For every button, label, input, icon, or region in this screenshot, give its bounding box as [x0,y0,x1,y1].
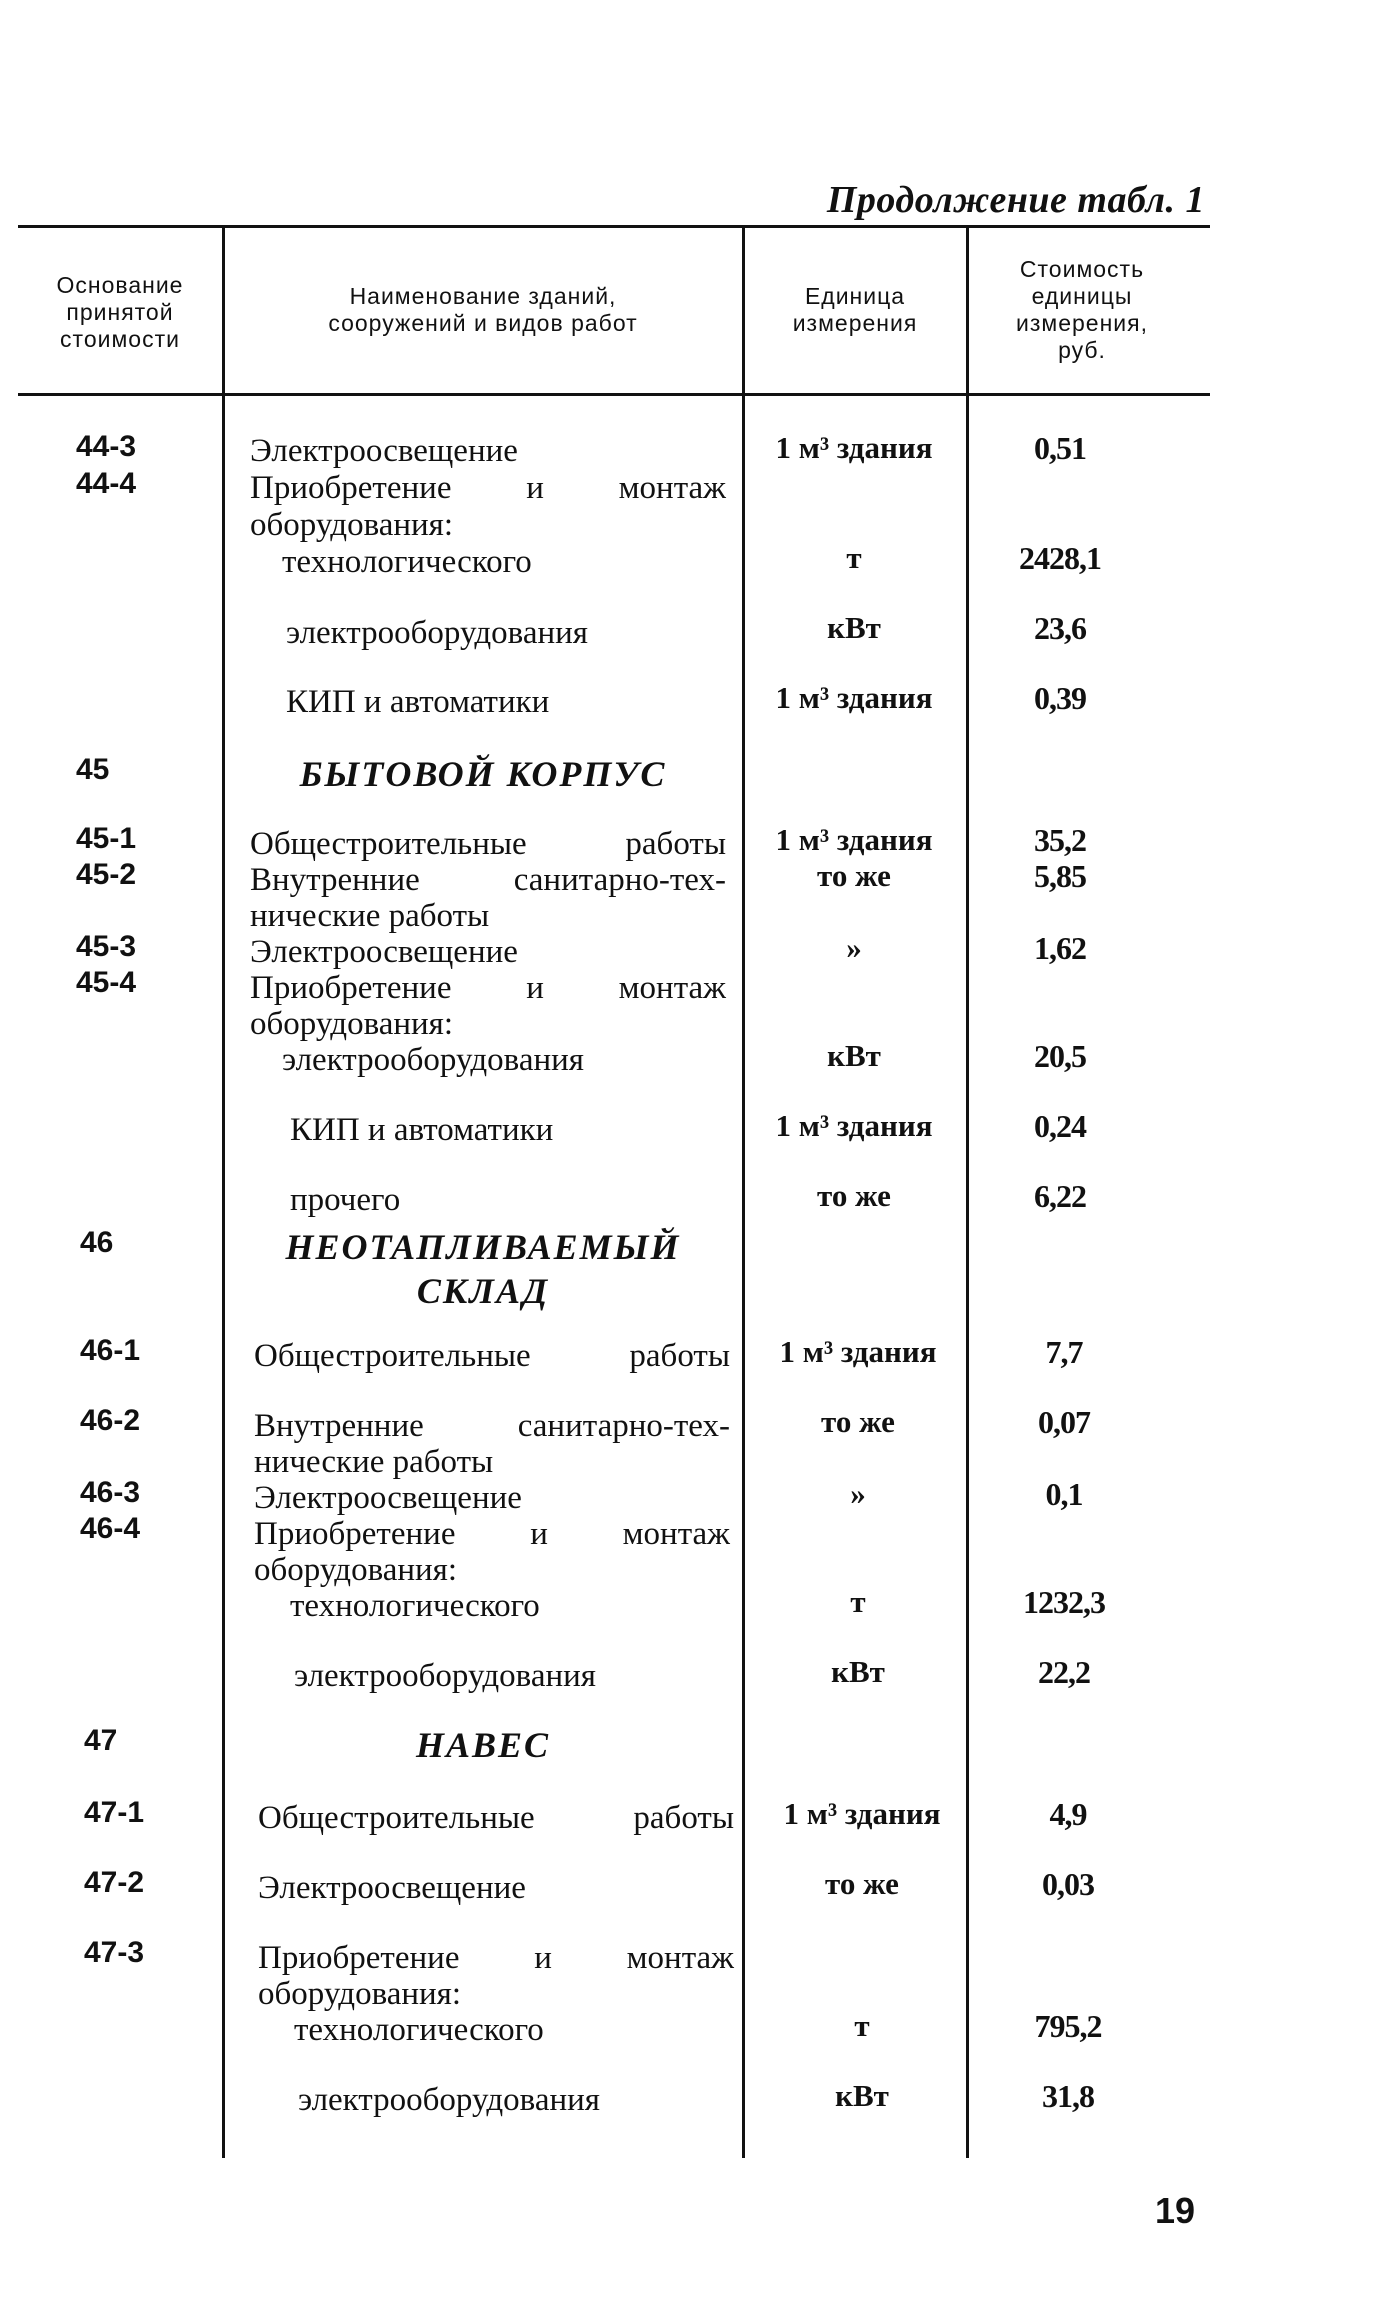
column-divider-1 [222,228,225,2158]
header-cost: Стоимость единицы измерения, руб. [1016,256,1148,363]
row-unit: кВт [827,610,881,645]
row-name: Приобретение и монтаж [254,1516,730,1552]
row-cost: 0,03 [1042,1866,1094,1902]
row-cost: 0,1 [1045,1476,1083,1512]
row-name: Электроосвещение [250,433,518,469]
row-unit: 1 м³ здания [775,680,933,715]
row-unit: » [850,1476,866,1511]
row-name: электрооборудования [282,1042,584,1078]
row-code: 47-2 [84,1866,145,1899]
row-cost: 23,6 [1034,610,1086,646]
row-code: 45-3 [76,930,137,963]
row-name: Приобретение и монтаж [250,970,726,1006]
row-unit: 1 м³ здания [775,430,933,465]
row-cost: 22,2 [1038,1654,1090,1690]
row-name: КИП и автоматики [286,684,550,720]
row-name-cont: оборудования: [258,1976,462,2012]
row-name: Электроосвещение [258,1870,526,1906]
row-unit: 1 м³ здания [779,1334,937,1369]
row-cost: 0,24 [1034,1108,1086,1144]
row-name: технологического [282,544,532,580]
row-unit: » [846,930,862,965]
row-name: Общестроительные работы [250,826,726,862]
row-code: 46-1 [80,1334,141,1367]
header-unit: Единица измерения [792,283,918,336]
row-name: Электроосвещение [254,1480,522,1516]
row-name-cont: нические работы [250,898,490,934]
row-cost: 20,5 [1034,1038,1086,1074]
row-unit: 1 м³ здания [775,1108,933,1143]
row-cost: 4,9 [1049,1796,1087,1832]
row-code: 45-1 [76,822,137,855]
row-code: 46-3 [80,1476,141,1509]
row-name: Внутренние санитарно-тех- [254,1408,730,1444]
row-cost: 2428,1 [1019,540,1101,576]
row-unit: кВт [827,1038,881,1073]
row-name: Общестроительные работы [258,1800,734,1836]
row-name: прочего [290,1182,401,1218]
row-name: Общестроительные работы [254,1338,730,1374]
row-cost: 5,85 [1034,858,1086,894]
section-code: 47 [84,1724,118,1757]
row-unit: то же [825,1866,899,1901]
row-code: 47-3 [84,1936,145,1969]
section-code: 45 [76,753,110,786]
row-name: технологического [294,2012,544,2048]
row-code: 45-2 [76,858,137,891]
header-name: Наименование зданий, сооружений и видов работ [328,283,638,336]
row-unit: то же [817,858,891,893]
section-title: БЫТОВОЙ КОРПУС [299,754,667,794]
row-unit: 1 м³ здания [783,1796,941,1831]
row-name-cont: нические работы [254,1444,494,1480]
row-code: 44-3 [76,430,137,463]
row-unit: кВт [831,1654,885,1689]
row-cost: 7,7 [1045,1334,1083,1370]
row-unit: т [850,1584,866,1619]
row-code: 47-1 [84,1796,145,1829]
row-cost: 6,22 [1034,1178,1086,1214]
row-cost: 1232,3 [1023,1584,1105,1620]
row-code: 46-4 [80,1512,141,1545]
header-bottom-rule [18,393,1210,396]
row-name-cont: оборудования: [250,1006,454,1042]
row-code: 46-2 [80,1404,141,1437]
page-number: 19 [1154,2190,1195,2231]
section-title: НАВЕС [415,1725,551,1765]
row-cost: 0,07 [1038,1404,1090,1440]
row-unit: 1 м³ здания [775,822,933,857]
row-name: Приобретение и монтаж [250,470,726,506]
table-top-rule [18,225,1210,228]
row-unit: кВт [835,2078,889,2113]
section-title-cont: СКЛАД [416,1271,550,1311]
row-unit: т [846,540,862,575]
row-code: 45-4 [76,966,137,999]
row-name: Электроосвещение [250,934,518,970]
section-code: 46 [80,1226,114,1259]
row-name: электрооборудования [286,615,588,651]
row-name: Внутренние санитарно-тех- [250,862,726,898]
row-unit: то же [821,1404,895,1439]
section-title: НЕОТАПЛИВАЕМЫЙ [285,1227,681,1267]
row-name: электрооборудования [294,1658,596,1694]
row-name-cont: оборудования: [254,1552,458,1588]
row-name: технологического [290,1588,540,1624]
table-caption: Продолжение табл. 1 [826,179,1205,221]
row-unit: то же [817,1178,891,1213]
row-cost: 0,51 [1034,430,1086,466]
header-basis: Основание принятой стоимости [56,272,184,352]
row-cost: 1,62 [1034,930,1086,966]
row-name: электрооборудования [298,2082,600,2118]
row-cost: 35,2 [1034,822,1086,858]
row-name: Приобретение и монтаж [258,1940,734,1976]
row-cost: 0,39 [1034,680,1086,716]
row-cost: 31,8 [1042,2078,1094,2114]
row-cost: 795,2 [1034,2008,1102,2044]
row-name: КИП и автоматики [290,1112,554,1148]
row-code: 44-4 [76,467,137,500]
row-name-cont: оборудования: [250,507,454,543]
row-unit: т [854,2008,870,2043]
